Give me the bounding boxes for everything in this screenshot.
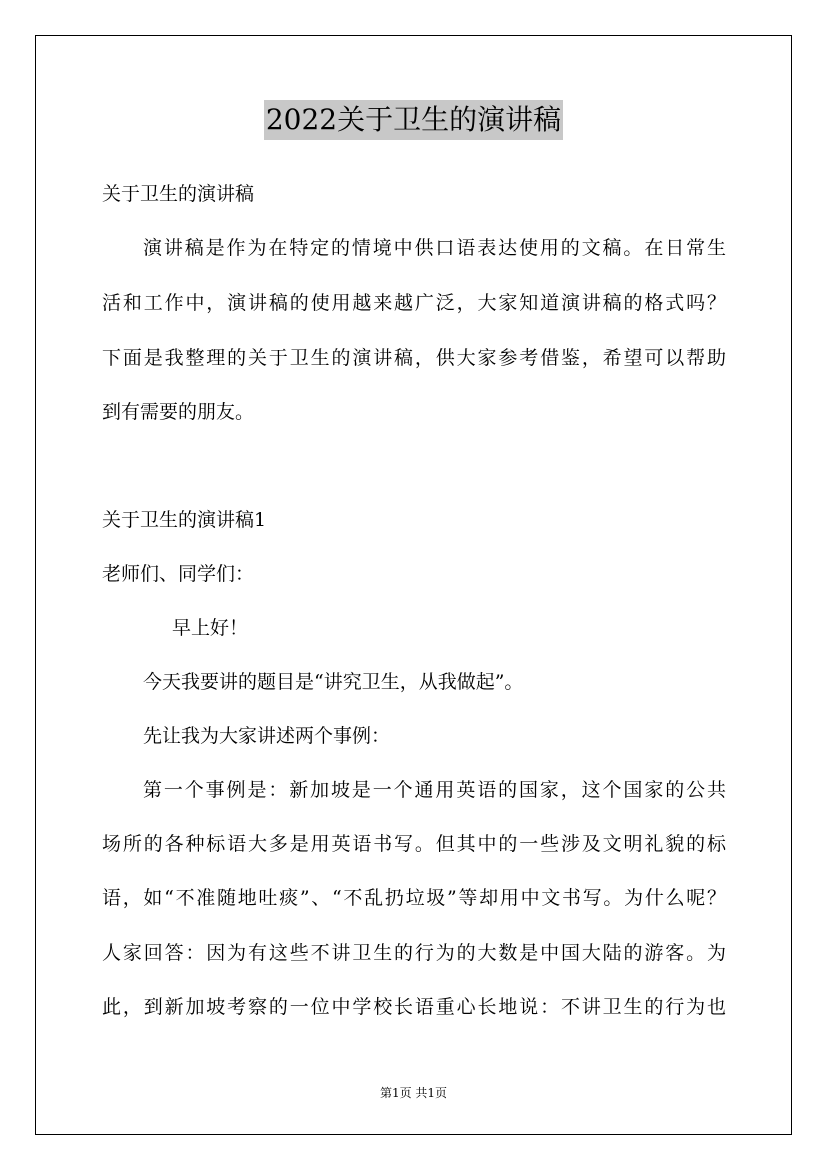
title-container: [0, 100, 827, 140]
body-line-3: 语，如“不准随地吐痰”、“不乱扔垃圾”等却用中文书写。为什么呢？: [102, 887, 726, 909]
intro-line-4: 到有需要的朋友。: [102, 401, 255, 423]
page-number-footer: 第1页 共1页: [379, 1086, 448, 1100]
intro-line-3: 下面是我整理的关于卫生的演讲稿，供大家参考借鉴，希望可以帮助: [102, 347, 726, 369]
body-line-1: 第一个事例是：新加坡是一个通用英语的国家，这个国家的公共: [143, 779, 726, 801]
paragraph-examples: 先让我为大家讲述两个事例：: [143, 725, 391, 747]
body-line-2: 场所的各种标语大多是用英语书写。但其中的一些涉及文明礼貌的标: [102, 833, 726, 855]
greeting: 早上好！: [172, 617, 249, 639]
document-title: 2022关于卫生的演讲稿: [264, 100, 563, 140]
document-subtitle: 关于卫生的演讲稿: [102, 183, 255, 205]
body-line-4: 人家回答：因为有这些不讲卫生的行为的大数是中国大陆的游客。为: [102, 942, 726, 964]
intro-line-1: 演讲稿是作为在特定的情境中供口语表达使用的文稿。在日常生: [143, 237, 726, 259]
section-heading: 关于卫生的演讲稿1: [102, 509, 267, 531]
body-line-5: 此，到新加坡考察的一位中学校长语重心长地说：不讲卫生的行为也: [102, 996, 726, 1018]
intro-line-2: 活和工作中，演讲稿的使用越来越广泛，大家知道演讲稿的格式吗？: [102, 292, 726, 314]
paragraph-topic: 今天我要讲的题目是“讲究卫生，从我做起”。: [143, 671, 524, 693]
salutation: 老师们、同学们：: [102, 563, 255, 585]
